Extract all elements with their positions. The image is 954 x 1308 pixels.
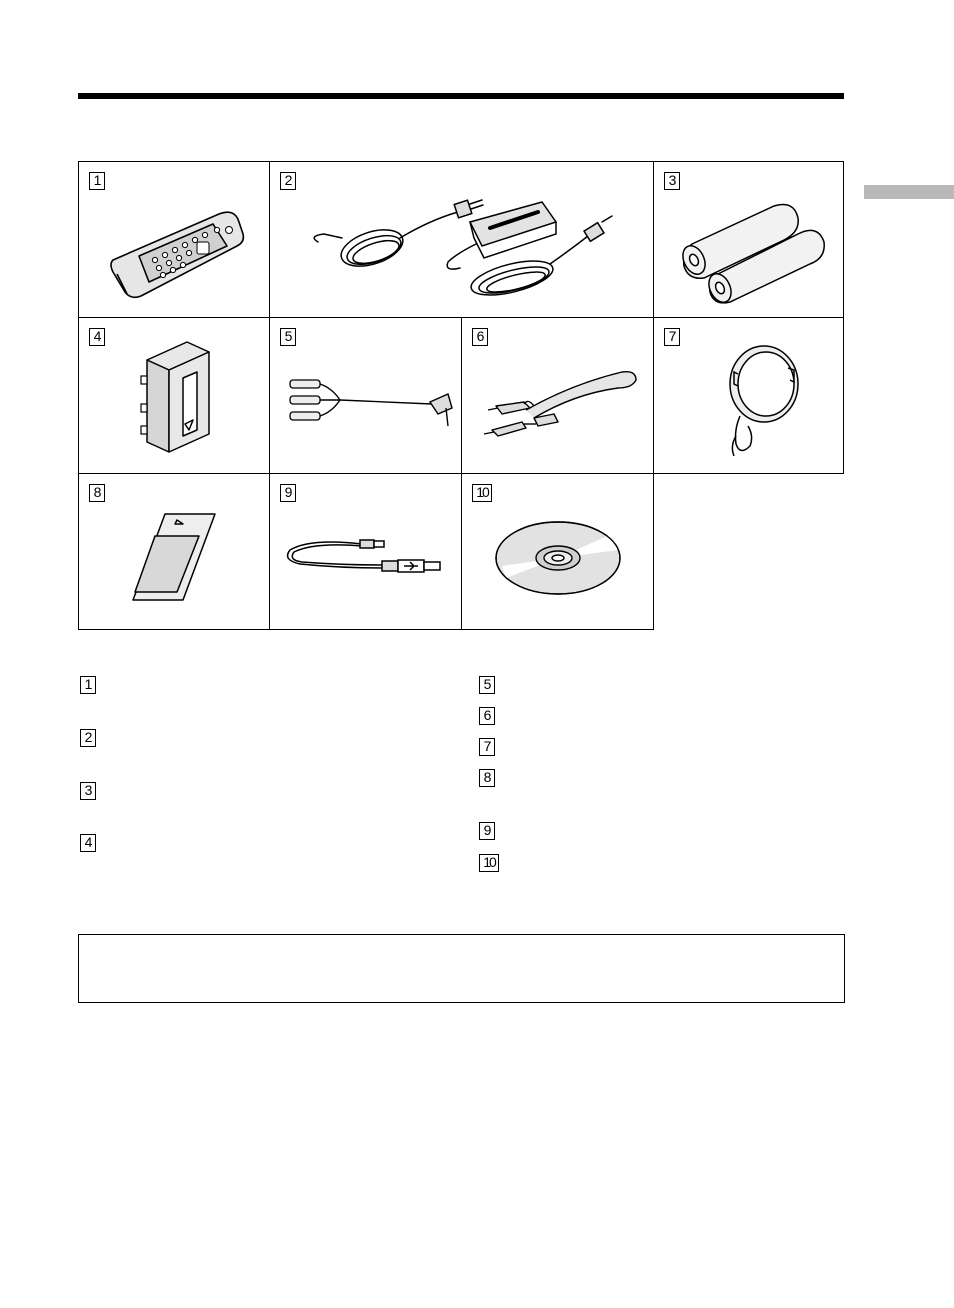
item-cell-7 [653,317,844,474]
item-number-4: 4 [89,328,105,346]
legend-number-9: 9 [479,822,495,840]
legend-number-3: 3 [80,782,96,800]
legend-number-6: 6 [479,707,495,725]
item-cell-9 [269,473,462,630]
lens-cap-icon [654,318,845,475]
shoulder-strap-icon [462,318,655,475]
item-number-9: 9 [280,484,296,502]
aa-batteries-icon [654,162,845,319]
item-number-8: 8 [89,484,105,502]
item-cell-5 [269,317,462,474]
top-rule [78,93,844,99]
battery-pack-icon [79,318,271,475]
remote-commander-icon [79,162,271,319]
legend-number-4: 4 [80,834,96,852]
item-number-10: 10 [472,484,492,502]
item-number-6: 6 [472,328,488,346]
memory-stick-icon [79,474,271,631]
ac-adaptor-icon [270,162,655,319]
item-cell-8 [78,473,270,630]
legend-number-7: 7 [479,738,495,756]
legend-number-10: 10 [479,854,499,872]
legend-number-1: 1 [80,676,96,694]
av-connecting-cable-icon [270,318,463,475]
item-number-2: 2 [280,172,296,190]
legend-number-5: 5 [479,676,495,694]
item-cell-1 [78,161,270,318]
cd-rom-icon [462,474,655,631]
item-cell-2 [269,161,654,318]
item-cell-6 [461,317,654,474]
legend-number-8: 8 [479,769,495,787]
item-cell-10 [461,473,654,630]
section-tab [864,185,954,199]
item-number-5: 5 [280,328,296,346]
item-number-7: 7 [664,328,680,346]
item-cell-4 [78,317,270,474]
item-number-3: 3 [664,172,680,190]
accessories-grid [78,161,844,630]
legend-number-2: 2 [80,729,96,747]
note-box [78,934,845,1003]
item-number-1: 1 [89,172,105,190]
item-cell-3 [653,161,844,318]
usb-cable-icon [270,474,463,631]
